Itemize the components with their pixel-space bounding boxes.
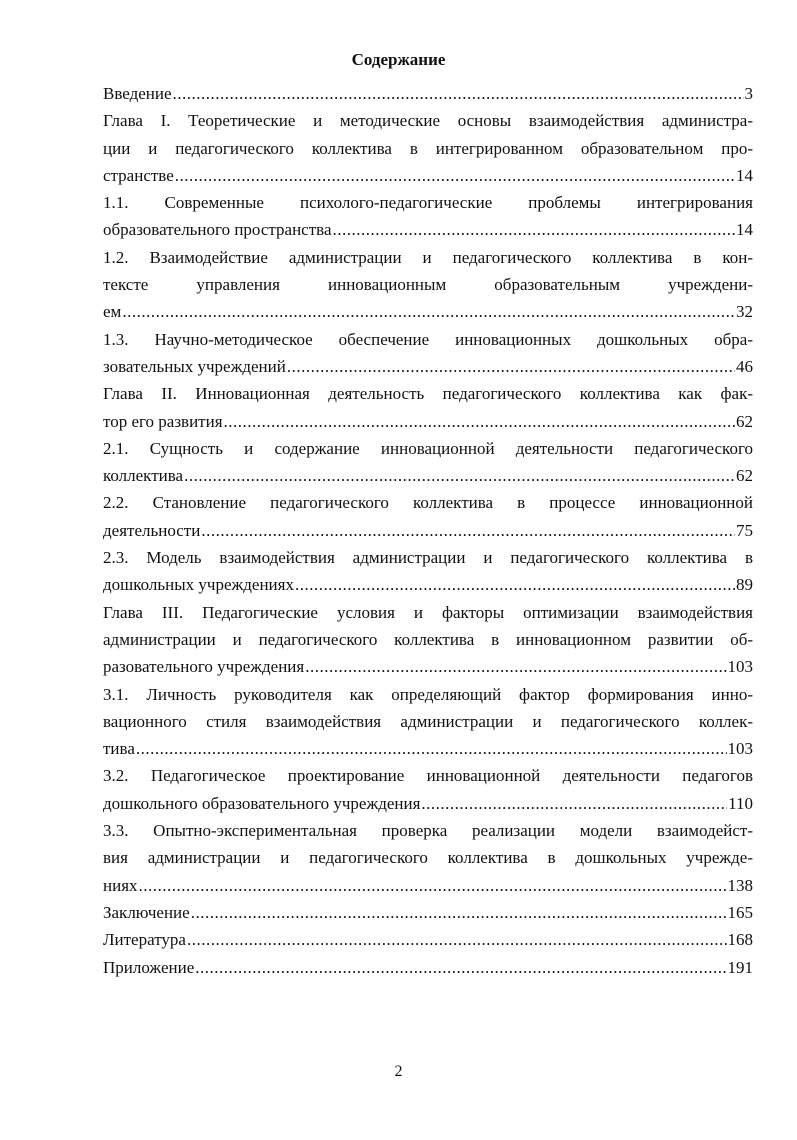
toc-page-number: 3: [744, 84, 753, 103]
dot-leader: [295, 571, 735, 598]
toc-page-number: 62: [736, 466, 753, 486]
dot-leader: [333, 216, 736, 243]
toc-entry-section-3-1: [103, 735, 753, 762]
toc-line: 1.3. Научно-методическое обеспечение инновационных дошкольных обра-: [103, 329, 753, 349]
toc-entry-section-2-2: [103, 517, 753, 544]
toc-entry-text: тор его развития: [103, 411, 223, 431]
toc-line: Глава II. Инновационная деятельность педагогического коллектива как фак-: [103, 384, 753, 404]
toc-line: ции и педагогического коллектива в интегрированном образовательном про-: [103, 138, 753, 158]
toc-entry-intro: [103, 80, 753, 107]
toc-line: 3.2. Педагогическое проектирование инновационной деятельности педагогов: [103, 766, 753, 786]
dot-leader: [122, 298, 735, 325]
toc-page-number: 110: [728, 793, 753, 813]
toc-entry-conclusion: [103, 899, 753, 926]
dot-leader: [175, 162, 735, 189]
toc-entry-section-3-2: [103, 790, 753, 817]
dot-leader: [421, 790, 727, 817]
toc-page-number: 32: [736, 302, 753, 322]
toc-entry-text: странстве: [103, 165, 174, 185]
toc-page-number: 191: [727, 957, 753, 977]
toc-page-number: 103: [727, 657, 753, 677]
toc-line: вационного стиля взаимодействия администрации и педагогического коллек-: [103, 711, 753, 731]
toc-page-number: 75: [736, 520, 753, 540]
toc-entry-section-2-1: [103, 462, 753, 489]
toc-entry-text: Приложение: [103, 957, 195, 977]
toc-line: Глава I. Теоретические и методические основы взаимодействия администра-: [103, 111, 753, 131]
dot-leader: [195, 954, 726, 981]
toc-entry-text: ниях: [103, 875, 138, 895]
toc-entry-text: зовательных учреждений: [103, 356, 286, 376]
toc-page-number: 46: [736, 356, 753, 376]
dot-leader: [305, 653, 726, 680]
dot-leader: [184, 462, 735, 489]
toc-line: тексте управления инновационным образовательным учреждени-: [103, 275, 753, 295]
toc-entry-text: дошкольного образовательного учреждения: [103, 793, 421, 813]
toc-page-number: 14: [736, 165, 753, 185]
toc-entry-appendix: [103, 954, 753, 981]
toc-entry-text: коллектива: [103, 466, 184, 486]
toc-entry-text: Заключение: [103, 902, 190, 922]
toc-entry-section-1-1: [103, 216, 753, 243]
page-number: 2: [394, 1063, 403, 1080]
dot-leader: [173, 80, 744, 107]
toc-line: администрации и педагогического коллектива в инновационном развитии об-: [103, 629, 753, 649]
toc-entry-text: ем: [103, 302, 122, 322]
dot-leader: [136, 735, 727, 762]
toc-entry-text: деятельности: [103, 520, 201, 540]
toc-entry-literature: [103, 926, 753, 953]
toc-entry-section-1-2: [103, 298, 753, 325]
toc-line: 2.3. Модель взаимодействия администрации и педагогического коллектива в: [103, 548, 753, 568]
toc-page-number: 138: [727, 875, 753, 895]
dot-leader: [139, 872, 727, 899]
toc-entry-text: разовательного учреждения: [103, 657, 305, 677]
toc-entry-chapter-1: [103, 162, 753, 189]
toc-entry-section-2-3: [103, 571, 753, 598]
toc-line: 1.1. Современные психолого-педагогические проблемы интегрирования: [103, 193, 753, 213]
dot-leader: [201, 517, 735, 544]
toc-entry-text: Литература: [103, 930, 186, 950]
toc-entry-chapter-3: [103, 653, 753, 680]
toc-page-number: 165: [727, 902, 753, 922]
toc-entry-text: тива: [103, 739, 135, 759]
table-of-contents: [103, 80, 753, 981]
dot-leader: [224, 408, 735, 435]
toc-page-number: 103: [727, 739, 753, 759]
dot-leader: [191, 899, 727, 926]
toc-line: 1.2. Взаимодействие администрации и педагогического коллектива в кон-: [103, 247, 753, 267]
toc-line: Глава III. Педагогические условия и факторы оптимизации взаимодействия: [103, 602, 753, 622]
toc-page-number: 62: [736, 411, 753, 431]
dot-leader: [287, 353, 735, 380]
page-title: Содержание: [351, 50, 446, 69]
toc-page-number: 89: [736, 575, 753, 595]
toc-line: 3.3. Опытно-экспериментальная проверка реализации модели взаимодейст-: [103, 821, 753, 841]
toc-page-number: 168: [727, 930, 753, 950]
dot-leader: [187, 926, 727, 953]
toc-entry-text: дошкольных учреждениях: [103, 575, 294, 595]
toc-line: 3.1. Личность руководителя как определяющий фактор формирования инно-: [103, 684, 753, 704]
toc-line: 2.2. Становление педагогического коллектива в процессе инновационной: [103, 493, 753, 513]
toc-line: вия администрации и педагогического коллектива в дошкольных учрежде-: [103, 848, 753, 868]
toc-entry-section-1-3: [103, 353, 753, 380]
toc-entry-chapter-2: [103, 408, 753, 435]
toc-entry-text: Введение: [103, 84, 172, 103]
toc-line: 2.1. Сущность и содержание инновационной деятельности педагогического: [103, 438, 753, 458]
toc-entry-text: образовательного пространства: [103, 220, 332, 240]
toc-entry-section-3-3: [103, 872, 753, 899]
toc-page-number: 14: [736, 220, 753, 240]
